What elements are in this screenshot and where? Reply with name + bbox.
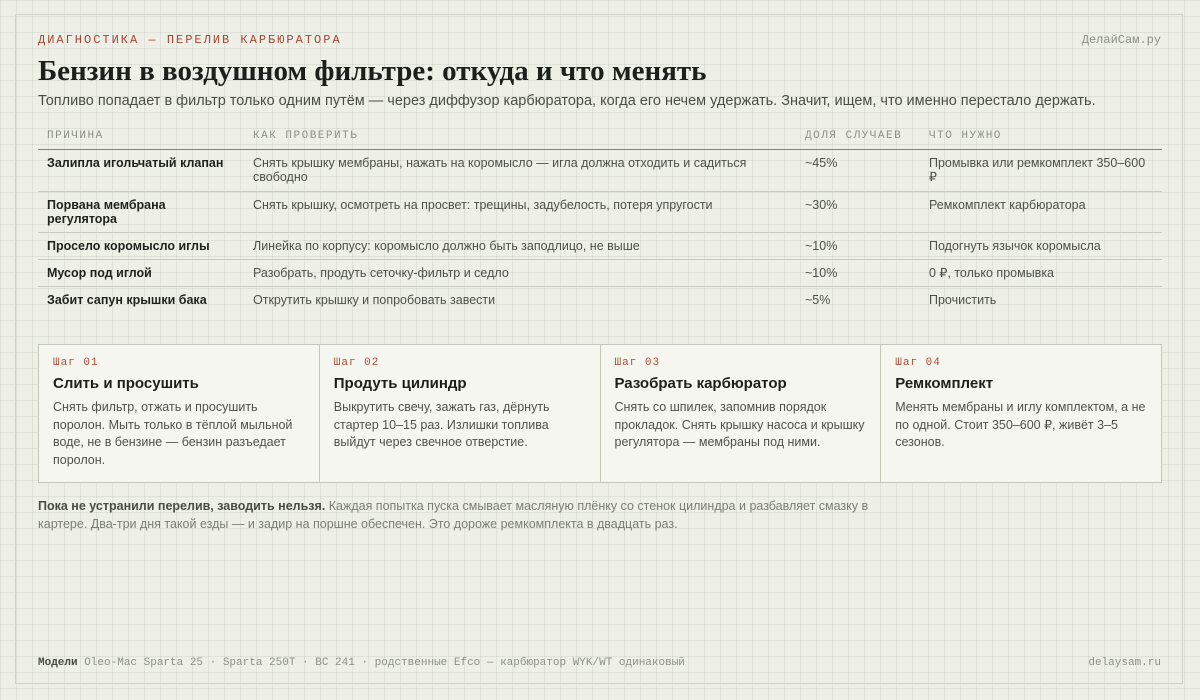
step-card [320,345,601,482]
cause-cell: Мусор под иглой [38,260,244,287]
warning-text: Каждая попытка пуска смывает масляную плёнку со стенок цилиндра и разбавляет смазку в картере. Два-три дня такой езды — и задир на поршне обеспечен. Это дороже ремкомплекта в двадцать раз. [38,499,869,531]
check-cell: Разобрать, продуть сеточку-фильтр и седло [244,260,796,287]
column-header-check: КАК ПРОВЕРИТЬ [244,127,796,150]
step-card [39,345,320,482]
step-title: Ремкомплект [895,375,994,392]
table-row [38,150,1162,192]
check-cell: Снять крышку мембраны, нажать на коромысло — игла должна отходить и садиться свободно [244,150,796,192]
need-cell: Подогнуть язычок коромысла [920,233,1162,260]
need-cell: 0 ₽, только промывка [920,260,1162,287]
table-row [38,233,1162,260]
check-cell: Снять крышку, осмотреть на просвет: трещины, задубелость, потеря упругости [244,192,796,233]
share-cell: ~10% [796,233,920,260]
share-cell: ~10% [796,260,920,287]
footer-models-list: Oleo-Mac Sparta 25 · Sparta 250T · BC 241 · родственные Efco — карбюратор WYK/WT одинаковый [77,657,685,669]
table-row [38,287,1162,314]
step-text: Выкрутить свечу, зажать газ, дёрнуть стартер 10–15 раз. Излишки топлива выйдут через свечное отверстие. [333,400,550,449]
table-header-row [38,127,1162,150]
need-cell: Ремкомплект карбюратора [920,192,1162,233]
footer-label: Модели [38,657,78,669]
step-number: Шаг 03 [614,357,661,369]
share-cell: ~45% [796,150,920,192]
cause-cell: Залипла игольчатый клапан [38,150,244,192]
step-text: Снять со шпилек, запомнив порядок прокладок. Снять крышку насоса и крышку регулятора — мембраны под ними. [614,400,865,449]
share-cell: ~30% [796,192,920,233]
share-cell: ~5% [805,293,831,307]
column-header-cause: ПРИЧИНА [38,127,244,150]
page-subtitle: Топливо попадает в фильтр только одним путём — через диффузор карбюратора, когда его нечем удержать. Значит, ищем, что именно перестало держать. [38,93,1096,109]
step-number: Шаг 04 [895,357,941,369]
need-cell: Промывка или ремкомплект 350–600 ₽ [920,150,1162,192]
column-header-share: ДОЛЯ СЛУЧАЕВ [796,127,920,150]
warning-note [38,497,878,533]
column-header-need: ЧТО НУЖНО [920,127,1162,150]
need-cell: Прочистить [929,293,997,307]
step-title: Разобрать карбюратор [614,375,787,392]
page-title: Бензин в воздушном фильтре: откуда и что менять [38,55,707,87]
step-title: Продуть цилиндр [333,375,467,392]
check-cell: Линейка по корпусу: коромысло должно быть заподлицо, не выше [244,233,796,260]
footer-site: delaysam.ru [1088,657,1161,669]
step-text: Снять фильтр, отжать и просушить поролон. Мыть только в тёплой мыльной воде, не в бензине — бензин разъедает поролон. [53,400,293,467]
causes-table [38,127,1162,314]
warning-bold: Пока не устранили перелив, заводить нельзя. [38,499,326,513]
brand-name: ДелайСам.ру [1081,33,1161,47]
step-number: Шаг 01 [53,357,99,369]
step-card [881,345,1161,482]
cause-cell: Порвана мембрана регулятора [38,192,244,233]
step-text: Менять мембраны и иглу комплектом, а не по одной. Стоит 350–600 ₽, живёт 3–5 сезонов. [895,400,1146,449]
table-row [38,260,1162,287]
step-number: Шаг 02 [333,357,380,369]
footer-models [38,657,685,669]
step-card [601,345,882,482]
step-title: Слить и просушить [53,375,199,392]
cause-cell: Просело коромысло иглы [38,233,244,260]
table-row [38,192,1162,233]
cause-cell: Забит сапун крышки бака [47,293,207,307]
check-cell: Открутить крышку и попробовать завести [253,293,496,307]
steps-panel [38,344,1162,483]
kicker: ДИАГНОСТИКА — ПЕРЕЛИВ КАРБЮРАТОРА [38,33,342,47]
